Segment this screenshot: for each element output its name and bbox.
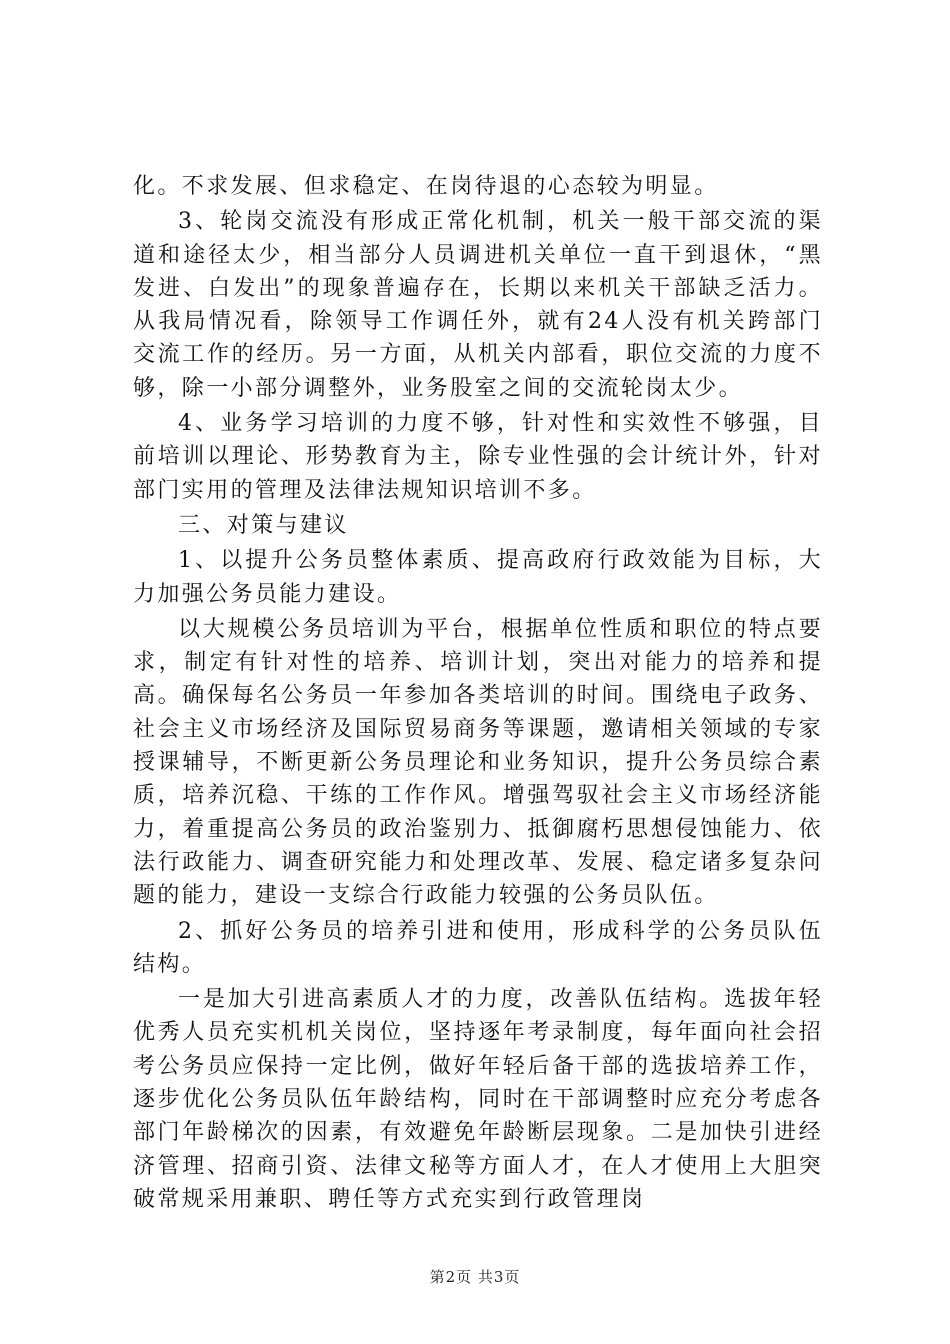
paragraph-measure-2: 2、抓好公务员的培养引进和使用，形成科学的公务员队伍结构。 (133, 918, 823, 977)
section-heading-countermeasures: 三、对策与建议 (178, 512, 349, 538)
document-body (133, 170, 823, 1218)
paragraph-talent-introduction: 一是加大引进高素质人才的力度，改善队伍结构。选拔年轻优秀人员充实机机关岗位，坚持逐年考录制度，每年面向社会招考公务员应保持一定比例，做好年轻后备干部的选拔培养工作，逐步优化公务员队伍年龄结构，同时在干部调整时应充分考虑各部门年龄梯次的因素，有效避免年龄断层现象。二是加快引进经济管理、招商引资、法律文秘等方面人才，在人才使用上大胆突破常规采用兼职、聘任等方式充实到行政管理岗 (133, 987, 823, 1212)
paragraph-item-4: 4、业务学习培训的力度不够，针对性和实效性不够强，目前培训以理论、形势教育为主，除专业性强的会计统计外，针对部门实用的管理及法律法规知识培训不多。 (133, 411, 823, 503)
paragraph-measure-1: 1、以提升公务员整体素质、提高政府行政效能为目标，大力加强公务员能力建设。 (133, 548, 823, 607)
paragraph-training-platform: 以大规模公务员培训为平台，根据单位性质和职位的特点要求，制定有针对性的培养、培训计划，突出对能力的培养和提高。确保每名公务员一年参加各类培训的时间。围绕电子政务、社会主义市场经济及国际贸易商务等课题，邀请相关领域的专家授课辅导，不断更新公务员理论和业务知识，提升公务员综合素质，培养沉稳、干练的工作作风。增强驾驭社会主义市场经济能力，着重提高公务员的政治鉴别力、抵御腐朽思想侵蚀能力、依法行政能力、调查研究能力和处理改革、发展、稳定诸多复杂问题的能力，建设一支综合行政能力较强的公务员队伍。 (133, 616, 823, 909)
page-footer: 第2页 共3页 (429, 1268, 521, 1286)
paragraph-item-3: 3、轮岗交流没有形成正常化机制，机关一般干部交流的渠道和途径太少，相当部分人员调进机关单位一直干到退休，“黑发进、白发出”的现象普遍存在，长期以来机关干部缺乏活力。从我局情况看，除领导工作调任外，就有24人没有机关跨部门交流工作的经历。另一方面，从机关内部看，职位交流的力度不够，除一小部分调整外，业务股室之间的交流轮岗太少。 (133, 209, 823, 401)
paragraph-continuation: 化。不求发展、但求稳定、在岗待退的心态较为明显。 (133, 174, 719, 199)
